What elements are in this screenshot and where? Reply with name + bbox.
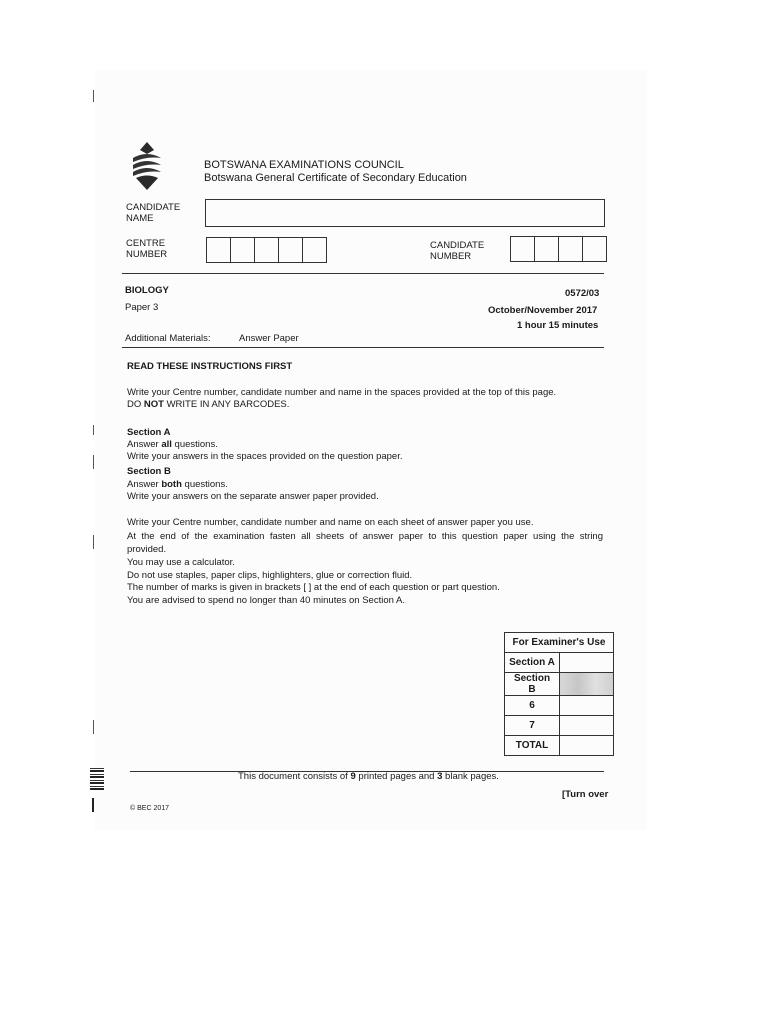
examiner-table-heading: For Examiner's Use	[505, 633, 614, 653]
turn-over: [Turn over	[562, 789, 609, 800]
instruction-line: Write your answers in the spaces provided on the question paper.	[127, 451, 403, 462]
exam-duration: 1 hour 15 minutes	[517, 320, 599, 331]
exam-session: October/November 2017	[488, 305, 598, 316]
candidate-name-box[interactable]	[205, 199, 605, 227]
instruction-line: At the end of the examination fasten all sheets of answer paper to this question paper using the string	[127, 531, 603, 542]
examiner-score-cell[interactable]	[560, 673, 614, 696]
edge-mark	[93, 90, 94, 102]
materials-label: Additional Materials:	[125, 333, 211, 344]
instruction-line: The number of marks is given in brackets [ ] at the end of each question or part question.	[127, 582, 500, 593]
subject: BIOLOGY	[125, 285, 169, 296]
edge-mark	[93, 425, 94, 435]
candidate-number-label: CANDIDATE NUMBER	[430, 240, 485, 262]
examiner-use-table	[504, 632, 614, 756]
section-b-heading: Section B	[127, 466, 171, 477]
instruction-line: Do not use staples, paper clips, highlighters, glue or correction fluid.	[127, 570, 413, 581]
candidate-number-boxes[interactable]	[510, 236, 607, 262]
certificate-title: Botswana General Certificate of Secondary Education	[204, 172, 467, 184]
candidate-name-label: CANDIDATE NAME	[126, 202, 181, 224]
edge-mark	[93, 720, 94, 734]
centre-number-label: CENTRE NUMBER	[126, 238, 168, 260]
instruction-line: Answer all questions.	[127, 439, 218, 450]
instruction-line: You are advised to spend no longer than 40 minutes on Section A.	[127, 595, 405, 606]
edge-mark	[93, 535, 94, 549]
instructions-heading: READ THESE INSTRUCTIONS FIRST	[127, 361, 293, 372]
examiner-row-label: Section B	[505, 673, 560, 696]
instruction-line: You may use a calculator.	[127, 557, 235, 568]
paper-code: 0572/03	[565, 288, 600, 299]
page-count-note: This document consists of 9 printed pages and 3 blank pages.	[238, 771, 499, 782]
centre-number-boxes[interactable]	[206, 237, 327, 263]
examiner-row-label: 7	[505, 716, 560, 736]
instruction-line: Answer both questions.	[127, 479, 228, 490]
materials-value: Answer Paper	[239, 333, 299, 344]
barcode-image	[90, 768, 104, 790]
examiner-row-label: TOTAL	[505, 736, 560, 756]
instruction-line: Write your answers on the separate answer paper provided.	[127, 491, 379, 502]
divider	[122, 273, 604, 274]
org-name: BOTSWANA EXAMINATIONS COUNCIL	[204, 159, 404, 171]
examiner-score-cell[interactable]	[560, 696, 614, 716]
examiner-score-cell[interactable]	[560, 653, 614, 673]
bec-logo-icon	[130, 140, 164, 192]
instruction-line: DO NOT WRITE IN ANY BARCODES.	[127, 399, 290, 410]
edge-mark	[93, 455, 94, 469]
examiner-row-label: 6	[505, 696, 560, 716]
copyright: © BEC 2017	[130, 805, 170, 812]
instruction-line: Write your Centre number, candidate number and name on each sheet of answer paper you use.	[127, 517, 534, 528]
instruction-line: provided.	[127, 544, 167, 555]
edge-mark	[92, 798, 94, 812]
examiner-score-cell[interactable]	[560, 716, 614, 736]
examiner-score-cell[interactable]	[560, 736, 614, 756]
divider	[122, 347, 604, 348]
section-a-heading: Section A	[127, 427, 171, 438]
paper-number: Paper 3	[125, 302, 159, 313]
examiner-row-label: Section A	[505, 653, 560, 673]
instruction-line: Write your Centre number, candidate number and name in the spaces provided at the top of this page.	[127, 387, 557, 398]
